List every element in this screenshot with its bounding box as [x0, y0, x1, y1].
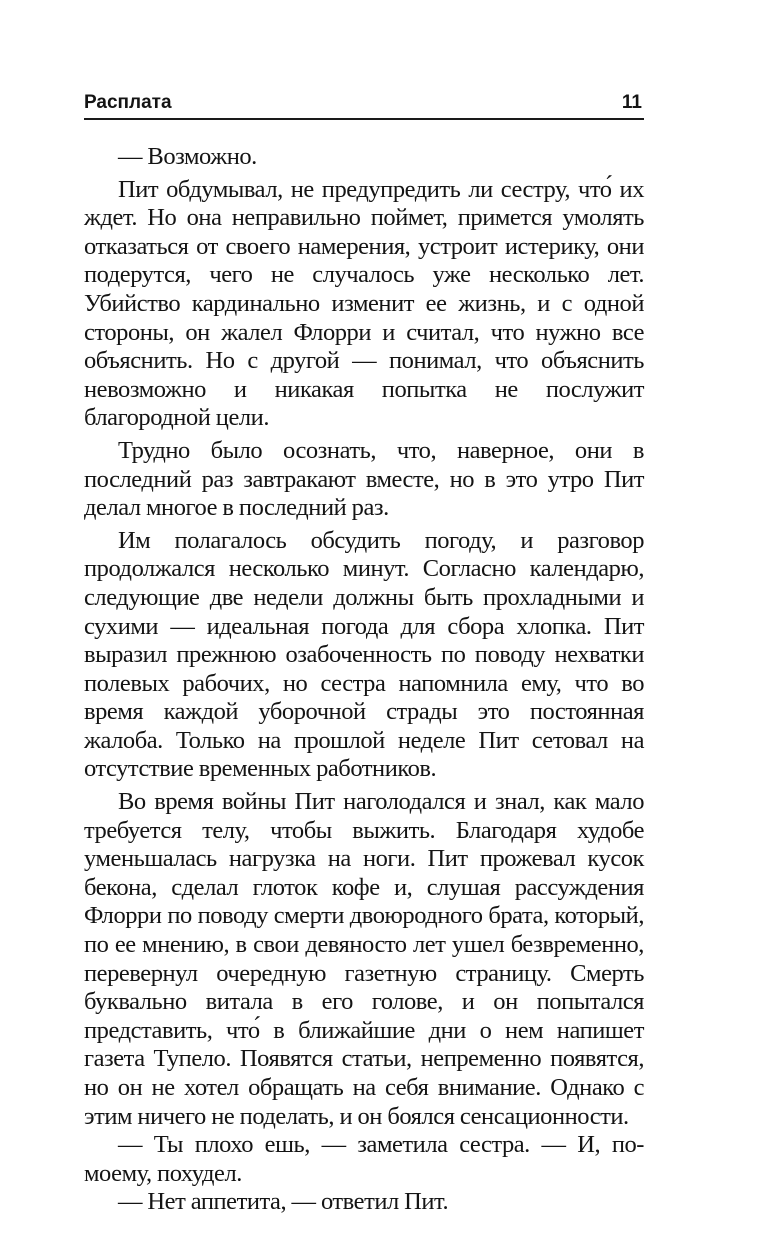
- page-number: 11: [621, 92, 642, 113]
- paragraph-dialogue-3: — Нет аппетита, — ответил Пит.: [118, 1188, 449, 1216]
- paragraph-narrative-1: Пит обдумывал, не предупредить ли сестру, что́ их ждет. Но она неправильно поймет, примется умолять отказаться от своего намерения, устроит истерику, они подерутся, чего не случалось уже несколько лет. Убийство кардинально изменит ее жизнь, и с одной стороны, он жалел Флорри и считал, что нужно все объяснить. Но с другой — понимал, что объяснить невозможно и никакая попытка не послужит благородной цели.: [84, 175, 644, 432]
- paragraph-narrative-3: Им полагалось обсудить погоду, и разговор продолжался несколько минут. Согласно календарю, следующие две недели должны быть прохладными и сухими — идеальная погода для сбора хлопка. Пит выразил прежнюю озабоченность по поводу нехватки полевых рабочих, но сестра напомнила ему, что во время каждой уборочной страды это постоянная жалоба. Только на прошлой неделе Пит сетовал на отсутствие временных работников.: [84, 526, 644, 783]
- running-header: [84, 88, 644, 120]
- paragraph-dialogue-1: — Возможно.: [118, 143, 257, 170]
- running-title: Расплата: [84, 92, 172, 113]
- body-text: [84, 143, 644, 1221]
- paragraph-dialogue-2: — Ты плохо ешь, — заметила сестра. — И, по-моему, похудел.: [84, 1131, 644, 1187]
- paragraph-narrative-2: Трудно было осознать, что, наверное, они в последний раз завтракают вместе, но в это утро Пит делал многое в последний раз.: [84, 436, 644, 522]
- paragraph-narrative-4: Во время войны Пит наголодался и знал, как мало требуется телу, чтобы выжить. Благодаря худобе уменьшалась нагрузка на ноги. Пит прожевал кусок бекона, сделал глоток кофе и, слушая рассуждения Флорри по поводу смерти двоюродного брата, который, по ее мнению, в свои девяносто лет ушел безвременно, перевернул очередную газетную страницу. Смерть буквально витала в его голове, и он попытался представить, что́ в ближайшие дни о нем напишет газета Тупело. Появятся статьи, непременно появятся, но он не хотел обращать на себя внимание. Однако с этим ничего не поделать, и он боялся сенсационности.: [84, 788, 644, 1130]
